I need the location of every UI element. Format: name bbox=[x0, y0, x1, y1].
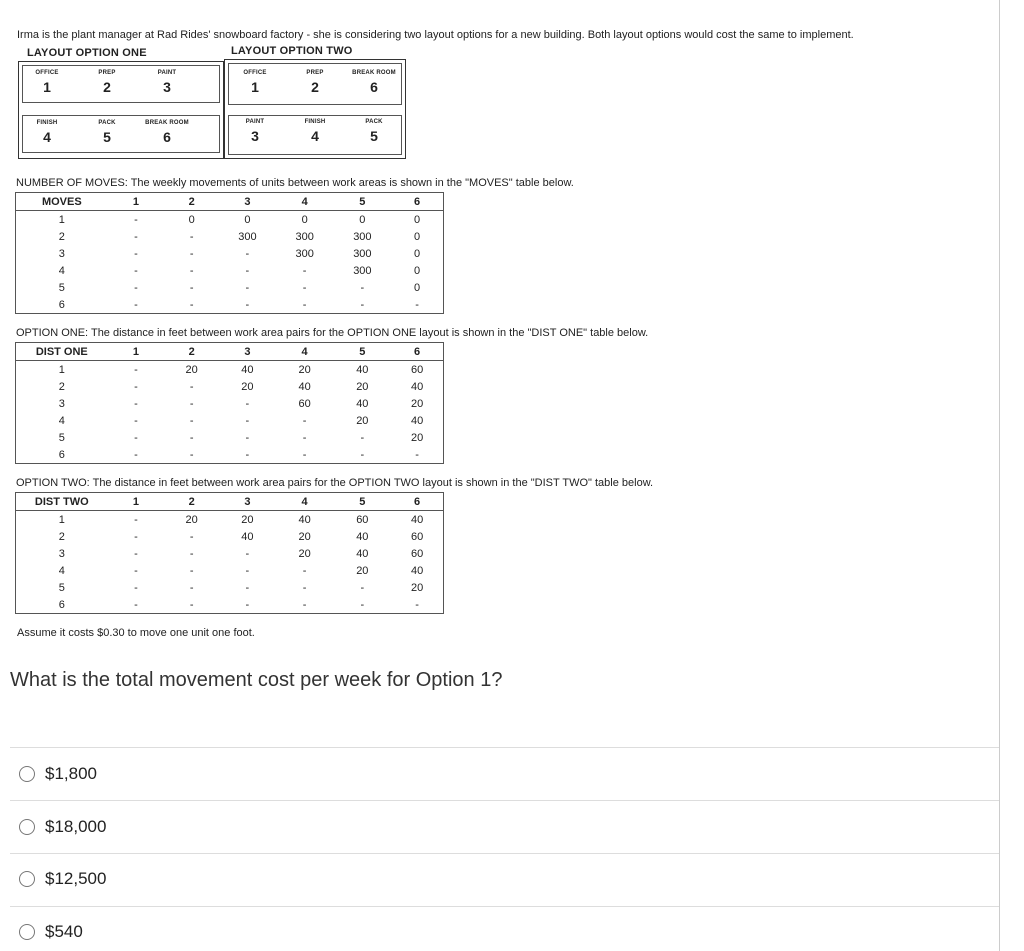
column-header: 3 bbox=[219, 493, 276, 511]
moves-table bbox=[15, 192, 444, 314]
row-header: 2 bbox=[58, 230, 65, 243]
table-cell: 20 bbox=[185, 363, 198, 376]
problem-intro: Irma is the plant manager at Rad Rides' snowboard factory - she is considering two layout options for a new building. Both layout options would cost the same to implement. bbox=[17, 29, 854, 41]
table-cell: 300 bbox=[238, 230, 257, 243]
table-cell: - bbox=[245, 397, 250, 410]
table-cell: - bbox=[360, 598, 365, 611]
area-label: FINISH bbox=[36, 120, 58, 126]
table-cell: - bbox=[134, 581, 138, 594]
table-cell: 60 bbox=[410, 547, 424, 560]
row-header: 6 bbox=[58, 448, 65, 461]
table-row bbox=[16, 279, 444, 296]
column-header: 5 bbox=[333, 343, 391, 361]
table-cell: 20 bbox=[356, 414, 369, 427]
column-header: DIST TWO bbox=[16, 493, 108, 511]
answer-label: $18,000 bbox=[45, 817, 107, 836]
table-row bbox=[16, 395, 444, 412]
table-cell: - bbox=[245, 247, 250, 260]
table-cell: - bbox=[245, 281, 250, 294]
table-cell: 60 bbox=[410, 530, 424, 543]
table-row bbox=[16, 528, 444, 545]
table-cell: - bbox=[134, 397, 138, 410]
area-number: 5 bbox=[103, 129, 111, 145]
table-cell: 0 bbox=[414, 230, 421, 243]
table-cell: - bbox=[302, 298, 307, 311]
table-cell: 40 bbox=[241, 530, 254, 543]
area-label: PACK bbox=[365, 119, 383, 125]
table-cell: 300 bbox=[353, 247, 372, 260]
table-row bbox=[16, 596, 444, 614]
table-cell: 0 bbox=[414, 264, 421, 277]
table-cell: 300 bbox=[295, 247, 314, 260]
table-row bbox=[16, 579, 444, 596]
row-header: 3 bbox=[58, 397, 65, 410]
table-cell: - bbox=[415, 598, 419, 611]
table-cell: - bbox=[245, 264, 250, 277]
answer-option-3[interactable] bbox=[19, 869, 106, 889]
table-cell: 20 bbox=[356, 380, 369, 393]
table-cell: - bbox=[245, 431, 250, 444]
question-text: What is the total movement cost per week for Option 1? bbox=[10, 669, 503, 691]
column-header: 6 bbox=[391, 343, 443, 361]
column-header: 3 bbox=[219, 193, 276, 211]
table-cell: - bbox=[189, 264, 194, 277]
table-cell: - bbox=[245, 547, 250, 560]
area-number: 3 bbox=[251, 128, 259, 144]
table-cell: 40 bbox=[298, 380, 311, 393]
table-header-row bbox=[16, 343, 444, 361]
table-cell: 0 bbox=[301, 213, 308, 226]
column-header: 5 bbox=[333, 493, 391, 511]
table-cell: 0 bbox=[188, 213, 195, 226]
table-cell: - bbox=[189, 298, 194, 311]
dist-two-table bbox=[15, 492, 444, 614]
row-header: 2 bbox=[58, 530, 65, 543]
table-cell: 0 bbox=[359, 213, 366, 226]
layout-two-diagram bbox=[224, 59, 406, 159]
table-cell: 40 bbox=[298, 513, 311, 526]
column-header: 1 bbox=[108, 493, 165, 511]
dist-one-table bbox=[15, 342, 444, 464]
column-header: MOVES bbox=[16, 193, 108, 211]
row-header: 4 bbox=[58, 414, 65, 427]
table-cell: 60 bbox=[410, 363, 424, 376]
column-header: 4 bbox=[276, 193, 334, 211]
table-cell: - bbox=[245, 414, 250, 427]
column-header: DIST ONE bbox=[16, 343, 108, 361]
table-cell: - bbox=[134, 281, 138, 294]
area-label: BREAK ROOM bbox=[352, 70, 396, 76]
layout-one-cell bbox=[19, 115, 75, 145]
table-cell: 40 bbox=[410, 414, 424, 427]
table-cell: - bbox=[360, 298, 365, 311]
radio-button[interactable] bbox=[19, 871, 35, 887]
row-header: 1 bbox=[58, 513, 65, 526]
layout-two-cell bbox=[225, 114, 285, 144]
table-cell: 20 bbox=[410, 397, 424, 410]
radio-button[interactable] bbox=[19, 819, 35, 835]
row-header: 5 bbox=[58, 431, 65, 444]
area-number: 6 bbox=[163, 129, 171, 145]
table-cell: - bbox=[134, 564, 138, 577]
table-cell: - bbox=[360, 281, 365, 294]
table-cell: - bbox=[360, 431, 365, 444]
table-cell: - bbox=[189, 598, 194, 611]
layout-one-cell bbox=[139, 65, 195, 95]
area-number: 2 bbox=[311, 79, 319, 95]
table-cell: 60 bbox=[356, 513, 369, 526]
area-label: OFFICE bbox=[243, 70, 267, 76]
area-label: BREAK ROOM bbox=[145, 120, 189, 126]
divider bbox=[10, 800, 999, 801]
table-cell: - bbox=[134, 431, 138, 444]
table-cell: - bbox=[302, 431, 307, 444]
layout-one-cell bbox=[139, 115, 195, 145]
area-label: PAINT bbox=[245, 119, 265, 125]
layout-one-title: LAYOUT OPTION ONE bbox=[27, 47, 147, 59]
column-header: 1 bbox=[108, 343, 165, 361]
column-header: 6 bbox=[391, 193, 443, 211]
row-header: 3 bbox=[58, 547, 65, 560]
area-label: PAINT bbox=[157, 70, 177, 76]
table-cell: - bbox=[245, 298, 250, 311]
area-label: FINISH bbox=[304, 119, 326, 125]
answer-option-1[interactable] bbox=[19, 764, 97, 784]
divider bbox=[10, 747, 999, 748]
answer-option-4[interactable] bbox=[19, 922, 83, 942]
table-row bbox=[16, 446, 444, 464]
table-row bbox=[16, 228, 444, 245]
table-cell: - bbox=[415, 298, 419, 311]
table-cell: 40 bbox=[410, 564, 424, 577]
row-header: 6 bbox=[58, 298, 65, 311]
table-cell: - bbox=[189, 281, 194, 294]
table-cell: - bbox=[245, 598, 250, 611]
table-cell: - bbox=[189, 247, 194, 260]
table-cell: - bbox=[134, 363, 138, 376]
table-cell: - bbox=[302, 581, 307, 594]
table-cell: 40 bbox=[356, 363, 369, 376]
table-cell: - bbox=[245, 581, 250, 594]
table-cell: 0 bbox=[414, 213, 421, 226]
table-row bbox=[16, 361, 444, 379]
dist-one-description: OPTION ONE: The distance in feet between work area pairs for the OPTION ONE layout is shown in the "DIST ONE" table below. bbox=[16, 327, 649, 339]
row-header: 5 bbox=[58, 281, 65, 294]
table-cell: - bbox=[302, 564, 307, 577]
area-number: 1 bbox=[43, 79, 51, 95]
layout-two-cell bbox=[285, 65, 345, 95]
moves-description: NUMBER OF MOVES: The weekly movements of units between work areas is shown in the "MOVES" table below. bbox=[16, 177, 574, 189]
table-cell: - bbox=[134, 380, 138, 393]
table-cell: 20 bbox=[356, 564, 369, 577]
table-row bbox=[16, 562, 444, 579]
table-cell: - bbox=[415, 448, 419, 461]
table-cell: 300 bbox=[353, 264, 372, 277]
table-cell: - bbox=[245, 448, 250, 461]
layout-two-cell bbox=[285, 114, 345, 144]
area-number: 2 bbox=[103, 79, 111, 95]
row-header: 1 bbox=[58, 363, 65, 376]
table-cell: 40 bbox=[410, 380, 424, 393]
table-cell: - bbox=[134, 264, 138, 277]
layout-two-cell bbox=[343, 114, 405, 144]
column-header: 3 bbox=[219, 343, 276, 361]
table-cell: - bbox=[134, 448, 138, 461]
table-cell: - bbox=[134, 298, 138, 311]
table-cell: 0 bbox=[244, 213, 251, 226]
table-cell: 40 bbox=[356, 530, 369, 543]
table-cell: - bbox=[360, 581, 365, 594]
layout-two-cell bbox=[343, 65, 405, 95]
table-row bbox=[16, 296, 444, 314]
divider bbox=[10, 906, 999, 907]
area-number: 6 bbox=[370, 79, 378, 95]
column-header: 6 bbox=[391, 493, 443, 511]
table-cell: - bbox=[134, 547, 138, 560]
table-cell: 20 bbox=[298, 547, 311, 560]
layout-one-cell bbox=[19, 65, 75, 95]
area-number: 4 bbox=[311, 128, 319, 144]
table-cell: - bbox=[134, 513, 138, 526]
radio-button[interactable] bbox=[19, 924, 35, 940]
row-header: 5 bbox=[58, 581, 65, 594]
table-cell: - bbox=[134, 213, 138, 226]
column-header: 2 bbox=[164, 193, 219, 211]
table-row bbox=[16, 511, 444, 529]
column-header: 4 bbox=[276, 343, 334, 361]
table-cell: - bbox=[134, 530, 138, 543]
table-cell: - bbox=[189, 230, 194, 243]
layout-one-cell bbox=[79, 115, 135, 145]
table-cell: 300 bbox=[353, 230, 372, 243]
divider bbox=[10, 853, 999, 854]
table-cell: 20 bbox=[241, 513, 254, 526]
table-cell: 60 bbox=[298, 397, 311, 410]
radio-button[interactable] bbox=[19, 766, 35, 782]
table-cell: - bbox=[302, 264, 307, 277]
table-header-row bbox=[16, 193, 444, 211]
cost-assumption: Assume it costs $0.30 to move one unit one foot. bbox=[17, 627, 255, 639]
table-cell: - bbox=[189, 397, 194, 410]
row-header: 2 bbox=[58, 380, 65, 393]
table-cell: 20 bbox=[241, 380, 254, 393]
table-cell: - bbox=[360, 448, 365, 461]
table-cell: - bbox=[302, 414, 307, 427]
row-header: 3 bbox=[58, 247, 65, 260]
column-header: 4 bbox=[276, 493, 334, 511]
table-cell: 40 bbox=[356, 397, 369, 410]
table-cell: - bbox=[189, 581, 194, 594]
layout-one-diagram bbox=[18, 61, 224, 159]
table-cell: - bbox=[302, 448, 307, 461]
table-cell: - bbox=[189, 380, 194, 393]
answer-option-2[interactable] bbox=[19, 817, 106, 837]
dist-two-description: OPTION TWO: The distance in feet between work area pairs for the OPTION TWO layout is shown in the "DIST TWO" table below. bbox=[16, 477, 654, 489]
row-header: 4 bbox=[58, 264, 65, 277]
table-cell: 20 bbox=[410, 581, 424, 594]
area-number: 4 bbox=[43, 129, 51, 145]
area-label: OFFICE bbox=[35, 70, 59, 76]
table-cell: - bbox=[189, 564, 194, 577]
area-label: PREP bbox=[98, 70, 116, 76]
table-row bbox=[16, 378, 444, 395]
table-cell: 20 bbox=[185, 513, 198, 526]
answer-label: $540 bbox=[45, 922, 83, 941]
table-row bbox=[16, 245, 444, 262]
table-cell: 40 bbox=[241, 363, 254, 376]
page-edge-line bbox=[999, 0, 1000, 951]
layout-two-title: LAYOUT OPTION TWO bbox=[231, 45, 353, 57]
row-header: 4 bbox=[58, 564, 65, 577]
table-cell: 0 bbox=[414, 281, 421, 294]
column-header: 2 bbox=[164, 343, 219, 361]
table-cell: - bbox=[302, 281, 307, 294]
table-row bbox=[16, 545, 444, 562]
column-header: 5 bbox=[334, 193, 392, 211]
table-cell: - bbox=[189, 431, 194, 444]
table-cell: - bbox=[134, 230, 138, 243]
row-header: 6 bbox=[58, 598, 65, 611]
area-number: 3 bbox=[163, 79, 171, 95]
table-cell: - bbox=[245, 564, 250, 577]
table-cell: 20 bbox=[298, 363, 311, 376]
layout-one-cell bbox=[79, 65, 135, 95]
table-cell: - bbox=[134, 247, 138, 260]
table-cell: 20 bbox=[410, 431, 424, 444]
answer-label: $1,800 bbox=[45, 764, 97, 783]
column-header: 1 bbox=[108, 193, 165, 211]
table-row bbox=[16, 412, 444, 429]
column-header: 2 bbox=[164, 493, 219, 511]
row-header: 1 bbox=[58, 213, 65, 226]
table-cell: 40 bbox=[410, 513, 424, 526]
table-cell: 20 bbox=[298, 530, 311, 543]
area-number: 1 bbox=[251, 79, 259, 95]
table-cell: 40 bbox=[356, 547, 369, 560]
answer-label: $12,500 bbox=[45, 869, 107, 888]
table-cell: 0 bbox=[414, 247, 421, 260]
table-cell: - bbox=[302, 598, 307, 611]
table-row bbox=[16, 262, 444, 279]
table-cell: - bbox=[134, 598, 138, 611]
area-number: 5 bbox=[370, 128, 378, 144]
table-cell: - bbox=[189, 530, 194, 543]
table-cell: - bbox=[189, 448, 194, 461]
table-row bbox=[16, 429, 444, 446]
table-cell: - bbox=[134, 414, 138, 427]
table-row bbox=[16, 211, 444, 229]
area-label: PREP bbox=[306, 70, 324, 76]
table-cell: 300 bbox=[295, 230, 314, 243]
table-cell: - bbox=[189, 547, 194, 560]
table-header-row bbox=[16, 493, 444, 511]
area-label: PACK bbox=[98, 120, 116, 126]
layout-two-cell bbox=[225, 65, 285, 95]
table-cell: - bbox=[189, 414, 194, 427]
